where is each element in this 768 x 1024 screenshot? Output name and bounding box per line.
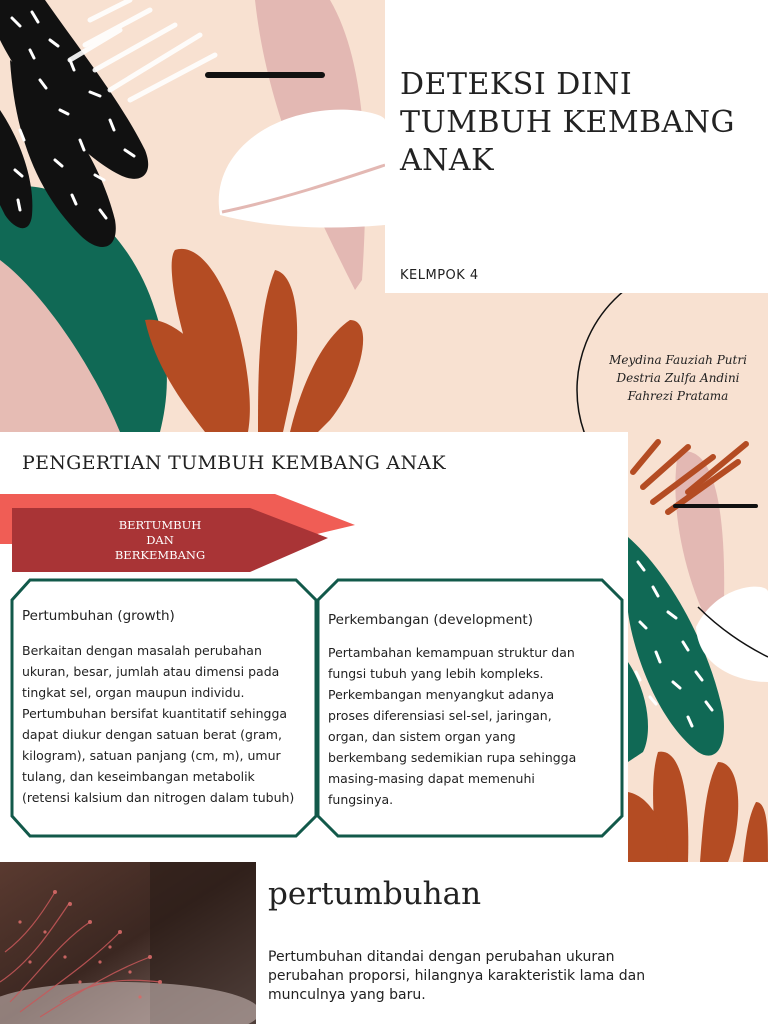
arrow-label-line: DAN [146,533,174,547]
card-line: proses diferensiasi sel-sel, jaringan, [328,708,552,723]
group-label: KELMPOK 4 [400,268,479,283]
card-line: organ, dan sistem organ yang [328,729,516,744]
author-list [598,351,758,405]
card-line: fungsinya. [328,792,394,807]
arrow-banner-label [80,518,240,563]
card-line: berkembang sedemikian rupa sehingga [328,750,577,765]
black-patterned-leaves [0,0,148,247]
card-line: tingkat sel, organ maupun individu. [22,685,245,700]
development-card-title: Perkembangan (development) [328,612,533,628]
card-line: Pertambahan kemampuan struktur dan [328,645,575,660]
title-slide [0,0,768,432]
botanical-side-illustration [628,432,768,862]
development-card-text [328,642,576,810]
card-line: fungsi tubuh yang lebih kompleks. [328,666,544,681]
author-name: Fahrezi Pratama [627,389,729,403]
card-line: Perkembangan menyangkut adanya [328,687,555,702]
white-half-shape [219,110,385,228]
definition-slide [0,432,768,862]
growth-card-title: Pertumbuhan (growth) [22,608,175,624]
card-line: (retensi kalsium dan nitrogen dalam tubuh) [22,790,295,805]
author-name: Destria Zulfa Andini [616,371,740,385]
definition-cards [10,578,624,838]
slide-title: DETEKSI DINI TUMBUH KEMBANG ANAK [400,67,735,178]
slide-heading: pertumbuhan [268,876,482,912]
growth-card-text [22,640,294,808]
card-line: tulang, dan keseimbangan metabolik [22,769,255,784]
growth-slide [0,862,768,1024]
rust-leaves [145,249,363,432]
dried-flower-photo [0,862,256,1024]
card-line: ukuran, besar, jumlah atau dimensi pada [22,664,280,679]
card-line: Berkaitan dengan masalah perubahan [22,643,262,658]
description-line: munculnya yang baru. [268,987,426,1003]
black-line-stroke [205,72,325,78]
arrow-label-line: BERKEMBANG [114,548,206,562]
description-line: Pertumbuhan ditandai dengan perubahan ukuran [268,949,615,965]
section-heading: PENGERTIAN TUMBUH KEMBANG ANAK [22,452,446,474]
card-line: dapat diukur dengan satuan berat (gram, [22,727,282,742]
card-line: Pertumbuhan bersifat kuantitatif sehingga [22,706,288,721]
arrow-label-line: BERTUMBUH [118,518,202,532]
card-line: kilogram), satuan panjang (cm, m), umur [22,748,281,763]
author-name: Meydina Fauziah Putri [609,353,747,367]
card-line: masing-masing dapat memenuhi [328,771,535,786]
growth-description [268,948,758,1005]
description-line: perubahan proporsi, hilangnya karakteristik lama dan [268,968,646,984]
